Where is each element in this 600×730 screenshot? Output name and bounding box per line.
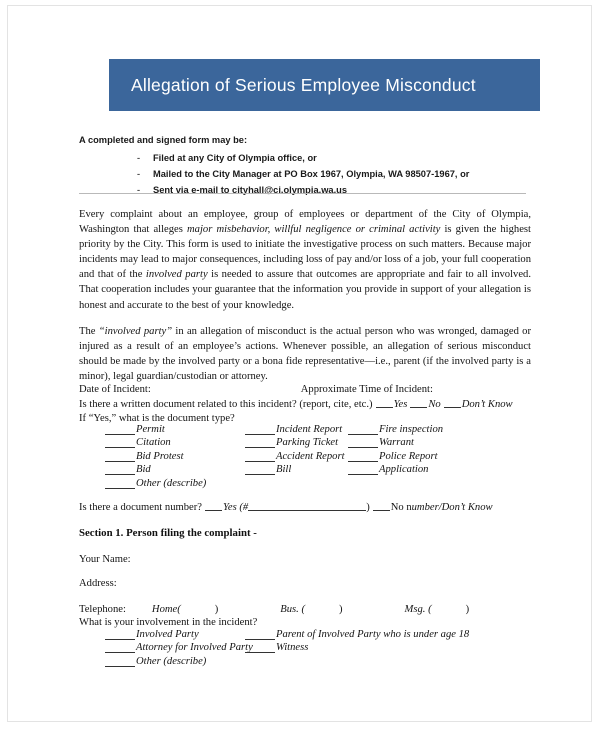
document-page [7, 5, 592, 722]
written-doc-no-label: No [428, 398, 441, 410]
checkbox-citation[interactable] [105, 437, 171, 448]
checkbox-label: Citation [136, 437, 171, 449]
list-item-label: Sent via e-mail to cityhall@ci.olympia.wa.us [153, 185, 348, 195]
p1-emphasis-a: major misbehavior, willful negligence or criminal activity [187, 224, 441, 236]
checkbox-police-report[interactable] [348, 451, 438, 462]
address-label: Address: [79, 578, 117, 589]
checkbox-label: Warrant [379, 437, 414, 449]
phone-bus-label: Bus. ( [280, 604, 305, 615]
list-item [79, 150, 549, 166]
p1-emphasis-b: involved party [145, 269, 208, 281]
checkbox-label: Involved Party [136, 629, 199, 640]
blank-line[interactable] [245, 451, 275, 462]
section-1-heading: Section 1. Person filing the complaint - [79, 527, 257, 539]
checkbox-label: Parking Ticket [276, 437, 339, 449]
p1-text-a: Every complaint about an employee, group of employees or department of the City of Olympia, Washington that alleges [79, 209, 531, 236]
table-row [79, 437, 539, 450]
checkbox-involvement-other-describe[interactable] [105, 656, 206, 667]
checkbox-label: Fire inspection [379, 424, 444, 435]
written-document-question: Is there a written document related to this incident? (report, cite, etc.) [79, 398, 373, 410]
incident-details-block [79, 383, 539, 427]
document-number-question: Is there a document number? [79, 502, 202, 513]
docnum-no-label: No n [390, 502, 412, 513]
checkbox-label: Attorney for Involved Party [136, 642, 253, 654]
list-item-label: Mailed to the City Manager at PO Box 1967, Olympia, WA 98507-1967, or [153, 169, 470, 179]
page-content [8, 6, 593, 723]
table-row [79, 656, 539, 669]
bullet-dash-icon: - [137, 169, 141, 179]
checkbox-label: Witness [276, 642, 309, 654]
checkbox-other-describe[interactable] [105, 478, 206, 489]
written-doc-dontknow-label: Don’t Know [461, 398, 513, 410]
docnum-no-blank[interactable] [373, 510, 390, 511]
blank-line[interactable] [245, 642, 275, 653]
table-row [79, 629, 539, 642]
checkbox-label: Permit [136, 424, 165, 435]
phone-msg-close: ) [465, 604, 470, 615]
checkbox-label: Application [379, 464, 429, 476]
list-item [79, 166, 549, 182]
docnum-close-paren: ) [366, 502, 370, 513]
phone-home-close: ) [214, 604, 219, 615]
telephone-row [79, 604, 539, 615]
blank-line[interactable] [245, 437, 275, 448]
blank-line[interactable] [105, 451, 135, 462]
date-of-incident-label: Date of Incident: [79, 384, 151, 395]
blank-line[interactable] [105, 656, 135, 667]
checkbox-parent-of-involved-party[interactable] [245, 629, 469, 640]
blank-line[interactable] [105, 464, 135, 475]
checkbox-label: Bid [136, 464, 151, 476]
blank-line[interactable] [245, 464, 275, 475]
checkbox-label: Police Report [379, 450, 438, 462]
table-row [79, 464, 539, 477]
checkbox-involved-party[interactable] [105, 629, 199, 640]
your-name-field[interactable] [79, 554, 131, 565]
page-title: Allegation of Serious Employee Misconduct [131, 74, 476, 95]
bullet-dash-icon: - [137, 185, 141, 195]
blank-line[interactable] [105, 424, 135, 435]
paragraph-2 [79, 324, 531, 384]
checkbox-warrant[interactable] [348, 437, 414, 448]
written-doc-yes-label: Yes [393, 398, 408, 410]
your-name-label: Your Name: [79, 554, 131, 565]
document-number-input-blank[interactable] [248, 510, 366, 511]
incident-datetime-row [79, 383, 539, 398]
document-type-question: If “Yes,” what is the document type? [79, 413, 235, 425]
phone-msg-label: Msg. ( [404, 604, 432, 615]
checkbox-witness[interactable] [245, 642, 308, 653]
written-doc-yes-blank[interactable] [376, 407, 393, 408]
phone-home-label: Home( [151, 604, 181, 615]
p2-text-b: in an allegation of misconduct is the actual person who was wronged, damaged or injured as a result of an employee’s actions. Whenever possible, an allegation of serious misconduct should be made by the involved party or a bona fide representative—i.e., parent (if the involved party is a minor), legal guardian/custodian or attorney. [79, 325, 531, 382]
blank-line[interactable] [105, 642, 135, 653]
introductory-text [79, 207, 531, 384]
blank-line[interactable] [105, 478, 135, 489]
involvement-question: What is your involvement in the incident? [79, 617, 258, 628]
blank-line[interactable] [348, 451, 378, 462]
blank-line[interactable] [348, 424, 378, 435]
document-number-row [79, 502, 539, 513]
docnum-no-label-italic: umber/Don’t Know [411, 502, 493, 513]
checkbox-label: Other (describe) [136, 477, 207, 489]
table-row [79, 478, 539, 491]
horizontal-divider [79, 193, 526, 194]
written-doc-dontknow-blank[interactable] [444, 407, 461, 408]
phone-bus-close: ) [339, 604, 343, 615]
bullet-dash-icon: - [137, 153, 141, 163]
time-of-incident-label: Approximate Time of Incident: [300, 384, 433, 395]
checkbox-label: Other (describe) [136, 655, 207, 667]
checkbox-label: Incident Report [276, 424, 343, 435]
p2-text-a: The [79, 325, 99, 337]
table-row [79, 642, 539, 655]
docnum-yes-label: Yes (# [222, 502, 249, 513]
checkbox-permit[interactable] [105, 424, 165, 435]
checkbox-label: Bid Protest [136, 450, 184, 462]
checkbox-fire-inspection[interactable] [348, 424, 443, 435]
table-row [79, 451, 539, 464]
document-type-checklist [79, 424, 539, 491]
blank-line[interactable] [348, 464, 378, 475]
p1-text-c: is needed to assure that outcomes are appropriate and fair to all involved. That cooperation includes your guarantee that the information you provide in support of your allegation is honest and accurate to the best of your knowledge. [79, 269, 531, 311]
blank-line[interactable] [245, 629, 275, 640]
checkbox-attorney-for-involved-party[interactable] [105, 642, 253, 653]
blank-line[interactable] [348, 437, 378, 448]
checkbox-bid[interactable] [105, 464, 151, 475]
checkbox-accident-report[interactable] [245, 451, 345, 462]
involvement-checklist [79, 629, 539, 669]
checkbox-label: Accident Report [276, 450, 345, 462]
checkbox-parking-ticket[interactable] [245, 437, 338, 448]
blank-line[interactable] [245, 424, 275, 435]
telephone-label: Telephone: [79, 604, 126, 615]
list-item [79, 182, 549, 198]
checkbox-bill[interactable] [245, 464, 291, 475]
checkbox-label: Parent of Involved Party who is under age 18 [276, 629, 470, 640]
table-row [79, 424, 539, 437]
blank-line[interactable] [105, 629, 135, 640]
written-doc-no-blank[interactable] [410, 407, 427, 408]
p1-text-b: is given the highest priority by the City. This form is used to initiate the investigative process on such matters. Because major incidents may lead to major consequences, including loss of pay and/or loss of a job, your full cooperation and that of the [79, 224, 531, 281]
checkbox-label: Bill [276, 464, 292, 476]
form-title-banner [109, 59, 540, 111]
checkbox-bid-protest[interactable] [105, 451, 184, 462]
written-document-row [79, 398, 539, 413]
docnum-yes-blank[interactable] [205, 510, 222, 511]
submission-instructions [79, 132, 549, 198]
list-item-label: Filed at any City of Olympia office, or [153, 153, 317, 163]
instructions-lead: A completed and signed form may be: [79, 135, 248, 145]
blank-line[interactable] [105, 437, 135, 448]
p2-emphasis-a: “involved party” [98, 325, 173, 337]
paragraph-1 [79, 207, 531, 313]
checkbox-application[interactable] [348, 464, 428, 475]
address-field[interactable] [79, 578, 117, 589]
checkbox-incident-report[interactable] [245, 424, 342, 435]
submission-options-list [79, 150, 549, 198]
